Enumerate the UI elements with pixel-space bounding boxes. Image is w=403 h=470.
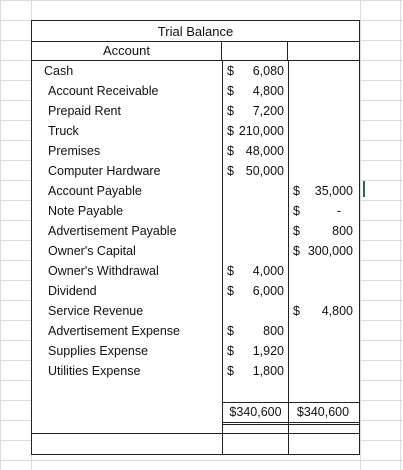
debit-amount[interactable] xyxy=(227,361,284,381)
debit-amount[interactable] xyxy=(227,201,284,221)
debit-column-header[interactable] xyxy=(222,41,288,61)
account-name[interactable]: Advertisement Payable xyxy=(48,224,177,238)
table-row xyxy=(32,261,359,281)
credit-value: - xyxy=(336,204,341,218)
currency-symbol: $ xyxy=(227,84,234,98)
account-name[interactable]: Utilities Expense xyxy=(48,364,141,378)
table-row xyxy=(32,301,359,321)
credit-amount[interactable] xyxy=(293,161,353,181)
total-debit[interactable]: $340,600 xyxy=(229,405,282,419)
currency-symbol: $ xyxy=(293,184,300,198)
debit-amount[interactable] xyxy=(227,61,284,81)
account-name[interactable]: Account Payable xyxy=(48,184,142,198)
currency-symbol: $ xyxy=(227,164,234,178)
total-credit[interactable]: $340,600 xyxy=(296,405,350,419)
account-name[interactable]: Advertisement Expense xyxy=(48,324,181,338)
debit-value: 48,000 xyxy=(245,144,284,158)
credit-value: 800 xyxy=(332,224,353,238)
debit-value: 4,000 xyxy=(252,264,284,278)
debit-amount[interactable] xyxy=(227,101,284,121)
table-row xyxy=(32,221,359,241)
debit-amount[interactable] xyxy=(227,121,284,141)
trial-balance-sheet xyxy=(31,20,360,455)
debit-value: 1,920 xyxy=(252,344,284,358)
account-name[interactable]: Cash xyxy=(44,64,74,78)
grid-row-line xyxy=(0,460,403,461)
table-row xyxy=(32,321,359,341)
cell-selection-marker xyxy=(363,181,367,197)
currency-symbol: $ xyxy=(227,64,234,78)
account-name[interactable]: Truck xyxy=(48,124,79,138)
account-name[interactable]: Supplies Expense xyxy=(48,344,149,358)
debit-amount[interactable] xyxy=(227,301,284,321)
table-row xyxy=(32,181,359,201)
sheet-bottom-rule xyxy=(32,433,359,434)
account-name[interactable]: Premises xyxy=(48,144,101,158)
debit-value: 1,800 xyxy=(252,364,284,378)
currency-symbol: $ xyxy=(227,264,234,278)
currency-symbol: $ xyxy=(227,324,234,338)
currency-symbol: $ xyxy=(227,364,234,378)
debit-amount[interactable] xyxy=(227,261,284,281)
debit-value: 7,200 xyxy=(252,104,284,118)
totals-row xyxy=(32,402,359,422)
credit-amount[interactable] xyxy=(293,301,353,321)
credit-value: 4,800 xyxy=(321,304,353,318)
currency-symbol: $ xyxy=(293,304,300,318)
currency-symbol: $ xyxy=(293,244,300,258)
account-name[interactable]: Dividend xyxy=(48,284,97,298)
total-double-rule-2 xyxy=(222,424,359,425)
account-name[interactable]: Owner's Withdrawal xyxy=(48,264,159,278)
debit-amount[interactable] xyxy=(227,241,284,261)
table-row xyxy=(32,81,359,101)
credit-value: 300,000 xyxy=(307,244,353,258)
credit-amount[interactable] xyxy=(293,361,353,381)
table-row xyxy=(32,281,359,301)
credit-amount[interactable] xyxy=(293,81,353,101)
account-name[interactable]: Account Receivable xyxy=(48,84,159,98)
sheet-title[interactable]: Trial Balance xyxy=(32,21,359,42)
grid-col-line xyxy=(0,0,1,470)
debit-amount[interactable] xyxy=(227,141,284,161)
currency-symbol: $ xyxy=(227,344,234,358)
credit-amount[interactable] xyxy=(293,241,353,261)
currency-symbol: $ xyxy=(227,104,234,118)
currency-symbol: $ xyxy=(293,224,300,238)
account-name[interactable]: Prepaid Rent xyxy=(48,104,121,118)
debit-value: 50,000 xyxy=(245,164,284,178)
debit-value: 4,800 xyxy=(252,84,284,98)
debit-amount[interactable] xyxy=(227,181,284,201)
table-row xyxy=(32,101,359,121)
debit-amount[interactable] xyxy=(227,281,284,301)
table-row xyxy=(32,201,359,221)
currency-symbol: $ xyxy=(227,124,234,138)
total-double-rule-1 xyxy=(222,422,359,423)
debit-value: 210,000 xyxy=(238,124,284,138)
debit-value: 800 xyxy=(263,324,284,338)
currency-symbol: $ xyxy=(227,144,234,158)
credit-amount[interactable] xyxy=(293,101,353,121)
grid-col-line xyxy=(400,0,401,470)
credit-amount[interactable] xyxy=(293,341,353,361)
debit-value: 6,080 xyxy=(252,64,284,78)
credit-amount[interactable] xyxy=(293,201,353,221)
table-row xyxy=(32,341,359,361)
debit-amount[interactable] xyxy=(227,81,284,101)
credit-amount[interactable] xyxy=(293,181,353,201)
account-column-header[interactable]: Account xyxy=(32,41,222,61)
grid-col-line xyxy=(360,0,361,470)
table-row xyxy=(32,161,359,181)
credit-amount[interactable] xyxy=(293,321,353,341)
credit-amount[interactable] xyxy=(293,261,353,281)
table-row xyxy=(32,241,359,261)
debit-amount[interactable] xyxy=(227,221,284,241)
table-row xyxy=(32,361,359,381)
credit-amount[interactable] xyxy=(293,221,353,241)
debit-value: 6,000 xyxy=(252,284,284,298)
credit-amount[interactable] xyxy=(293,121,353,141)
account-name[interactable]: Owner's Capital xyxy=(48,244,136,258)
credit-amount[interactable] xyxy=(293,61,353,81)
currency-symbol: $ xyxy=(227,284,234,298)
credit-column-header[interactable] xyxy=(288,41,359,61)
credit-amount[interactable] xyxy=(293,141,353,161)
account-name[interactable]: Computer Hardware xyxy=(48,164,161,178)
currency-symbol: $ xyxy=(293,204,300,218)
grid-row-line xyxy=(0,0,403,1)
credit-amount[interactable] xyxy=(293,281,353,301)
account-name[interactable]: Note Payable xyxy=(48,204,124,218)
debit-amount[interactable] xyxy=(227,341,284,361)
table-row xyxy=(32,141,359,161)
credit-value: 35,000 xyxy=(314,184,353,198)
debit-amount[interactable] xyxy=(227,321,284,341)
debit-amount[interactable] xyxy=(227,161,284,181)
table-row xyxy=(32,61,359,81)
account-name[interactable]: Service Revenue xyxy=(48,304,144,318)
table-row xyxy=(32,121,359,141)
